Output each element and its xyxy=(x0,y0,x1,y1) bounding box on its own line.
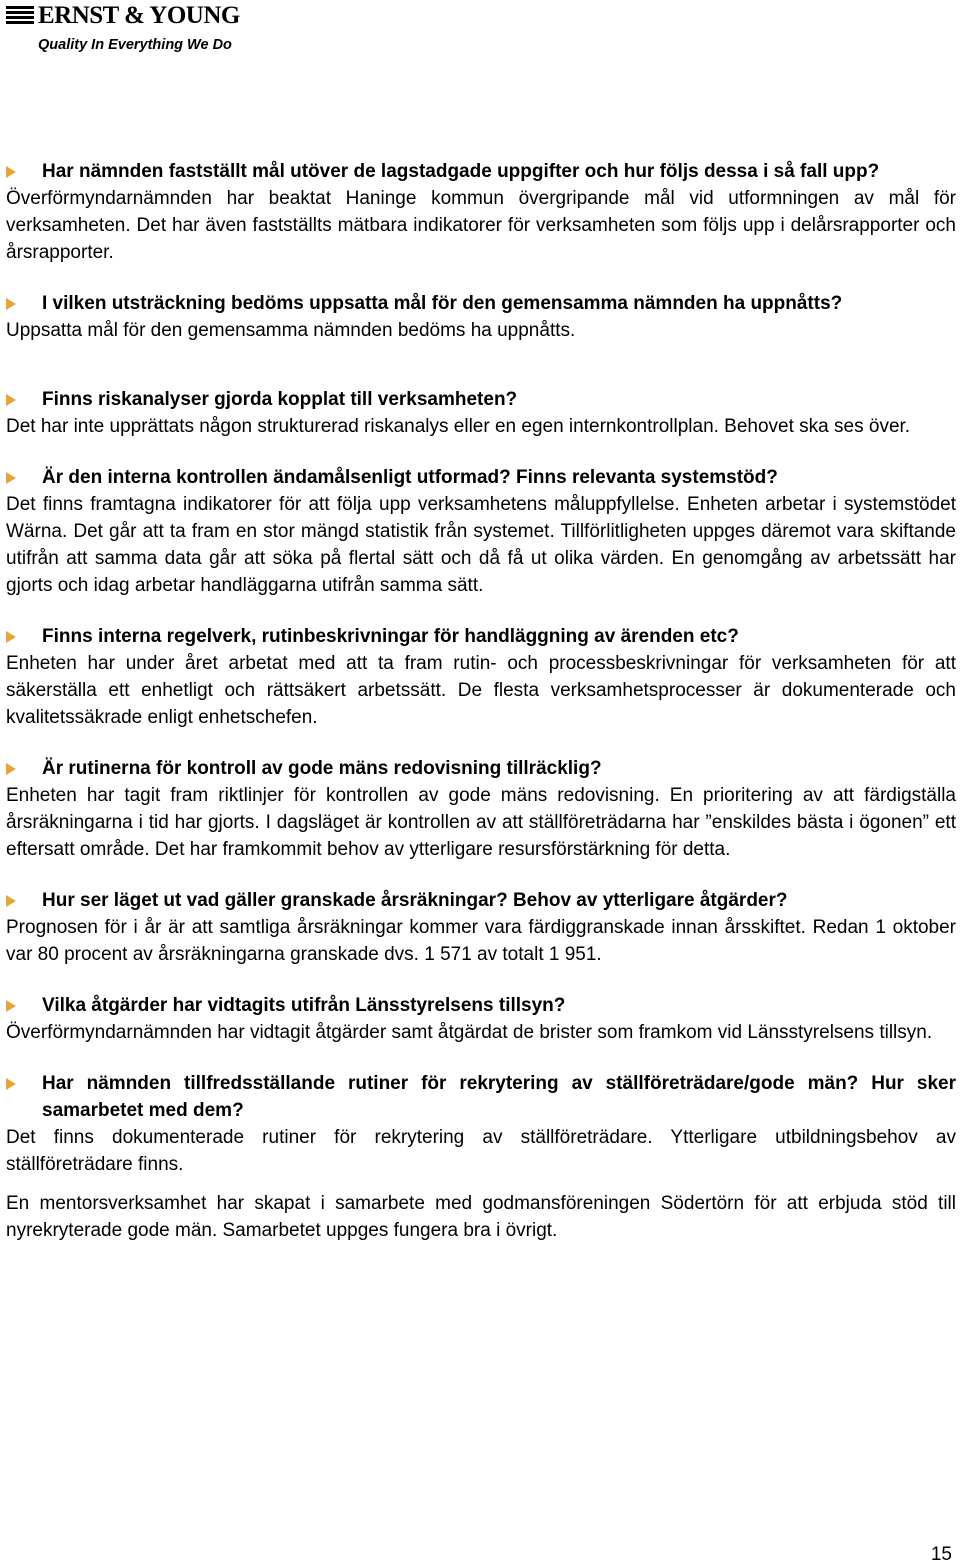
page-number: 15 xyxy=(930,1544,952,1565)
bullet-arrow-icon xyxy=(6,1078,16,1090)
company-tagline: Quality In Everything We Do xyxy=(38,37,232,53)
question-5: Finns interna regelverk, rutinbeskrivningar för handläggning av ärenden etc? xyxy=(6,623,956,650)
bullet-arrow-icon xyxy=(6,472,16,484)
answer-8: Överförmyndarnämnden har vidtagit åtgärder samt åtgärdat de brister som framkom vid Länsstyrelsens tillsyn. xyxy=(6,1022,933,1043)
answer-9a: Det finns dokumenterade rutiner för rekrytering av ställföreträdare. Ytterligare utbildningsbehov av ställföreträdare finns. xyxy=(6,1127,956,1175)
bullet-arrow-icon xyxy=(6,763,16,775)
question-1: Har nämnden fastställt mål utöver de lagstadgade uppgifter och hur följs dessa i så fall upp? xyxy=(6,158,956,185)
bullet-arrow-icon xyxy=(6,631,16,643)
bullet-arrow-icon xyxy=(6,166,16,178)
answer-5: Enheten har under året arbetat med att ta fram rutin- och processbeskrivningar för verksamheten för att säkerställa ett enhetligt och rättsäkert arbetssätt. De flesta verksamhetsprocesser är dokumenterade och kvalitetssäkrade enligt enhetschefen. xyxy=(6,653,956,728)
answer-9b: En mentorsverksamhet har skapat i samarbete med godmansföreningen Södertörn för att erbjuda stöd till nyrekryterade gode män. Samarbetet uppges fungera bra i övrigt. xyxy=(6,1193,956,1241)
logo-mark-icon xyxy=(6,6,34,28)
question-8: Vilka åtgärder har vidtagits utifrån Länsstyrelsens tillsyn? xyxy=(6,992,956,1019)
answer-7: Prognosen för i år är att samtliga årsräkningar kommer vara färdiggranskade innan årsskiftet. Redan 1 oktober var 80 procent av årsräkningarna granskade dvs. 1 571 av totalt 1 951. xyxy=(6,917,956,965)
company-logo xyxy=(6,2,266,58)
answer-6: Enheten har tagit fram riktlinjer för kontrollen av gode mäns redovisning. En prioritering av att färdigställa årsräkningarna i tid har gjorts. I dagsläget är kontrollen av att ställföreträdarna har ”enskildes bästa i ögonen” ett eftersatt område. Det har framkommit behov av ytterligare resursförstärkning för detta. xyxy=(6,785,956,860)
answer-4: Det finns framtagna indikatorer för att följa upp verksamhetens måluppfyllelse. Enheten arbetar i systemstödet Wärna. Det går att ta fram en stor mängd statistik från systemet. Tillförlitligheten uppges däremot vara skiftande utifrån att samma data går att söka på flertal sätt och då få ut olika värden. En genomgång av arbetssätt har gjorts och idag arbetar handläggarna utifrån samma sätt. xyxy=(6,494,956,596)
question-2: I vilken utsträckning bedöms uppsatta mål för den gemensamma nämnden ha uppnåtts? xyxy=(6,290,956,317)
answer-1: Överförmyndarnämnden har beaktat Haninge kommun övergripande mål vid utformningen av mål för verksamheten. Det har även fastställts mätbara indikatorer för verksamheten som följs upp i delårsrapporter och årsrapporter. xyxy=(6,188,956,263)
bullet-arrow-icon xyxy=(6,895,16,907)
answer-3: Det har inte upprättats någon strukturerad riskanalys eller en egen internkontrollplan. Behovet ska ses över. xyxy=(6,416,911,437)
question-3: Finns riskanalyser gjorda kopplat till verksamheten? xyxy=(6,386,956,413)
answer-2: Uppsatta mål för den gemensamma nämnden bedöms ha uppnåtts. xyxy=(6,320,576,341)
question-4: Är den interna kontrollen ändamålsenligt utformad? Finns relevanta systemstöd? xyxy=(6,464,956,491)
question-7: Hur ser läget ut vad gäller granskade årsräkningar? Behov av ytterligare åtgärder? xyxy=(6,887,956,914)
bullet-arrow-icon xyxy=(6,298,16,310)
question-9: Har nämnden tillfredsställande rutiner för rekrytering av ställföreträdare/gode män? Hur sker samarbetet med dem? xyxy=(6,1070,956,1124)
bullet-arrow-icon xyxy=(6,394,16,406)
company-name: ERNST & YOUNG xyxy=(38,2,240,29)
question-6: Är rutinerna för kontroll av gode mäns redovisning tillräcklig? xyxy=(6,755,956,782)
bullet-arrow-icon xyxy=(6,1000,16,1012)
document-body xyxy=(6,158,956,1244)
